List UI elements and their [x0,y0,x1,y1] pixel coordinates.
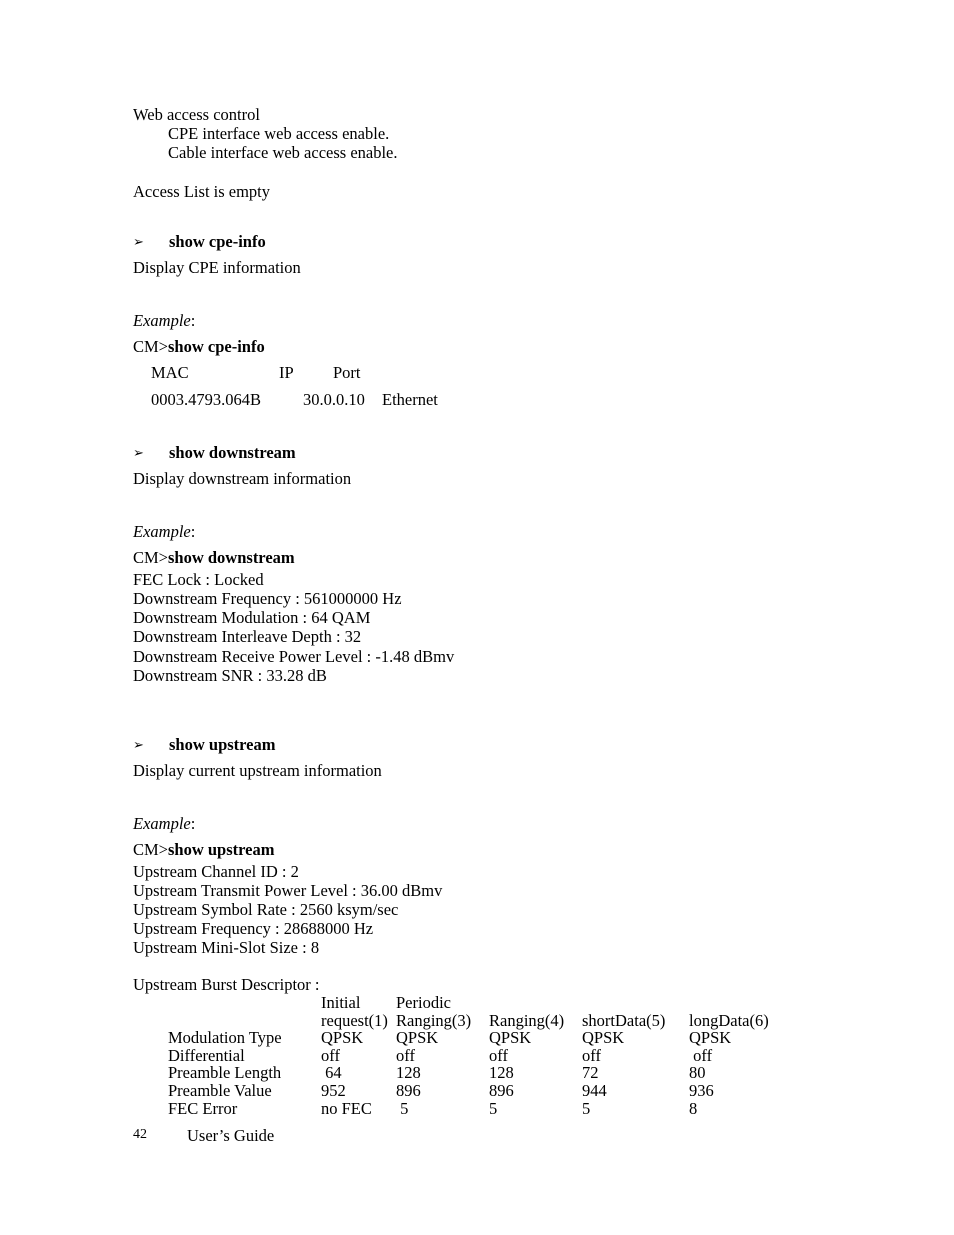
cpe-info-example-label: Example: [133,311,196,330]
upstream-output-line: Upstream Symbol Rate : 2560 ksym/sec [133,900,399,919]
burst-row-label: Modulation Type [168,1028,282,1047]
cpe-cell-ip: 30.0.0.10 [303,390,365,409]
burst-descriptor-title: Upstream Burst Descriptor : [133,975,320,994]
burst-cell: 72 [582,1063,599,1082]
prompt: CM> [133,337,168,356]
cpe-info-command-heading: show cpe-info [169,232,266,251]
upstream-output-line: Upstream Mini-Slot Size : 8 [133,938,320,957]
burst-header-request1: request(1) [321,1011,388,1030]
cpe-cell-mac: 0003.4793.064B [151,390,262,409]
burst-cell: 128 [489,1063,514,1082]
bullet-arrow-icon: ➢ [133,235,144,250]
upstream-example-label: Example: [133,814,196,833]
burst-cell: 80 [689,1063,706,1082]
burst-cell: 896 [396,1081,421,1100]
burst-row-label: FEC Error [168,1099,238,1118]
cpe-col-port: Port [333,363,361,382]
prompt-command: show upstream [167,840,275,859]
page-number: 42 [133,1127,147,1142]
access-list-status: Access List is empty [133,182,271,201]
burst-cell: off [489,1046,508,1065]
burst-cell: QPSK [582,1028,625,1047]
upstream-description: Display current upstream information [133,761,382,780]
burst-cell: QPSK [689,1028,732,1047]
burst-cell: off [689,1046,713,1065]
cpe-info-description: Display CPE information [133,258,301,277]
downstream-output-line: Downstream Frequency : 561000000 Hz [133,589,402,608]
burst-cell: QPSK [489,1028,532,1047]
burst-cell: QPSK [396,1028,439,1047]
burst-cell: off [396,1046,415,1065]
prompt-command: show cpe-info [167,337,265,356]
burst-cell: 936 [689,1081,714,1100]
burst-cell: no FEC [321,1099,372,1118]
footer-title: User’s Guide [187,1126,275,1145]
burst-cell: 128 [396,1063,421,1082]
prompt-command: show downstream [167,548,295,567]
burst-header-initial: Initial [321,993,361,1012]
prompt: CM> [133,840,168,859]
downstream-output-line: FEC Lock : Locked [133,570,264,589]
burst-cell: 5 [489,1099,498,1118]
upstream-prompt-line [133,840,275,859]
downstream-command-heading: show downstream [169,443,296,462]
bullet-arrow-icon: ➢ [133,446,144,461]
downstream-prompt-line [133,548,295,567]
downstream-output-line: Downstream Receive Power Level : -1.48 dBmv [133,647,455,666]
burst-cell: QPSK [321,1028,364,1047]
cpe-col-mac: MAC [151,363,189,382]
prompt: CM> [133,548,168,567]
downstream-output-line: Downstream Interleave Depth : 32 [133,627,362,646]
burst-cell: off [321,1046,340,1065]
upstream-output-line: Upstream Frequency : 28688000 Hz [133,919,374,938]
downstream-description: Display downstream information [133,469,352,488]
burst-row-label: Differential [168,1046,245,1065]
burst-cell: 944 [582,1081,607,1100]
upstream-command-heading: show upstream [169,735,276,754]
burst-cell: 64 [321,1063,342,1082]
burst-row-label: Preamble Value [168,1081,272,1100]
burst-row-label: Preamble Length [168,1063,282,1082]
burst-cell: 5 [396,1099,409,1118]
burst-header-periodic: Periodic [396,993,451,1012]
cpe-col-ip: IP [279,363,294,382]
burst-header-longdata6: longData(6) [689,1011,769,1030]
burst-header-ranging3: Ranging(3) [396,1011,472,1030]
burst-cell: 5 [582,1099,591,1118]
web-access-cpe-line: CPE interface web access enable. [168,124,390,143]
cpe-info-prompt-line [133,337,265,356]
upstream-output-line: Upstream Channel ID : 2 [133,862,299,881]
burst-cell: 8 [689,1099,698,1118]
downstream-output-line: Downstream Modulation : 64 QAM [133,608,371,627]
downstream-example-label: Example: [133,522,196,541]
burst-cell: off [582,1046,601,1065]
downstream-output-line: Downstream SNR : 33.28 dB [133,666,327,685]
upstream-output-line: Upstream Transmit Power Level : 36.00 dBmv [133,881,443,900]
burst-header-shortdata5: shortData(5) [582,1011,666,1030]
bullet-arrow-icon: ➢ [133,738,144,753]
web-access-cable-line: Cable interface web access enable. [168,143,398,162]
burst-cell: 952 [321,1081,346,1100]
burst-header-ranging4: Ranging(4) [489,1011,565,1030]
burst-cell: 896 [489,1081,514,1100]
web-access-heading: Web access control [133,105,260,124]
cpe-cell-port: Ethernet [382,390,438,409]
